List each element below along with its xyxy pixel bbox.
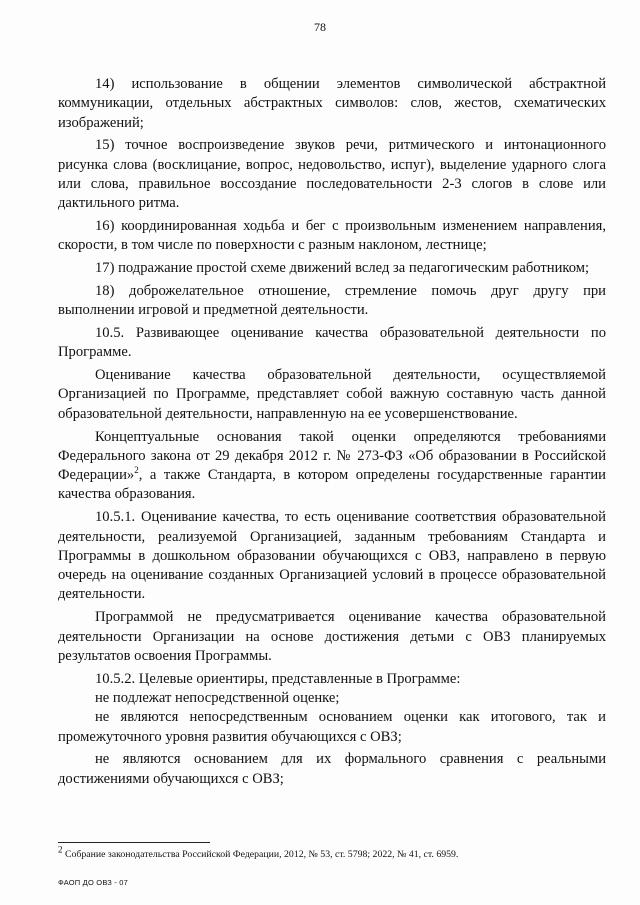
paragraph-conceptual-basis xyxy=(58,428,606,505)
document-code: ФАОП ДО ОВЗ - 07 xyxy=(58,878,129,887)
paragraph-assessment: Оценивание качества образовательной деятельности, осуществляемой Организацией по Программе, представляет собой важную составную часть данной образовательной деятельности, направленную на ее усовершенствование. xyxy=(58,367,606,422)
footnote-divider xyxy=(58,842,210,843)
list-item-not-basis-assessment: не являются непосредственным основанием оценки как итогового, так и промежуточного уровня развития обучающихся с ОВЗ; xyxy=(58,709,606,745)
paragraph-item-17: 17) подражание простой схеме движений вслед за педагогическим работником; xyxy=(95,260,590,277)
paragraph-item-16: 16) координированная ходьба и бег с произвольным изменением направления, скорости, в том числе по поверхности с разным наклоном, лестнице; xyxy=(58,218,606,254)
list-item-not-basis-comparison: не являются основанием для их формального сравнения с реальными достижениями обучающихся с ОВЗ; xyxy=(58,751,606,787)
footnote-reference: 2 xyxy=(134,465,139,476)
list-item-not-subject: не подлежат непосредственной оценке; xyxy=(95,689,340,706)
footnote-text: Собрание законодательства Российской Федерации, 2012, № 53, ст. 5798; 2022, № 41, ст. 6959. xyxy=(62,849,459,860)
paragraph-item-18: 18) доброжелательное отношение, стремление помочь друг другу при выполнении игровой и предметной деятельности. xyxy=(58,282,606,319)
section-heading-10-5: 10.5. Развивающее оценивание качества образовательной деятельности по Программе. xyxy=(58,325,606,361)
page-body xyxy=(58,75,606,792)
paragraph-conceptual-basis-tail: , а также Стандарта, в котором определены государственные гарантии качества образования. xyxy=(58,467,606,503)
paragraph-item-15: 15) точное воспроизведение звуков речи, ритмического и интонационного рисунка слова (восклицание, вопрос, недовольство, испуг), выделение ударного слога или слова, правильное воссоздание последовательности 2-3 слогов в слове или дактильного ритма. xyxy=(58,137,606,212)
section-10-5-1: 10.5.1. Оценивание качества, то есть оценивание соответствия образовательной деятельности, реализуемой Организацией, заданным требованиям Стандарта и Программы в дошкольном образовании обучающихся с ОВЗ, направлено в первую очередь на оценивание созданных Организацией условий в процессе образовательной деятельности. xyxy=(58,509,606,603)
footnote xyxy=(58,844,606,861)
paragraph-program-not-assess: Программой не предусматривается оценивание качества образовательной деятельности Организации на основе достижения детьми с ОВЗ планируемых результатов освоения Программы. xyxy=(58,609,606,664)
paragraph-item-14: 14) использование в общении элементов символической абстрактной коммуникации, отдельных абстрактных символов: слов, жестов, схематических изображений; xyxy=(58,76,606,131)
paragraph-conceptual-basis-text: Концептуальные основания такой оценки определяются требованиями Федерального закона от 29 декабря 2012 г. № 273-ФЗ «Об образовании в Российской Федерации» xyxy=(58,428,606,484)
page-number: 78 xyxy=(314,20,326,34)
footnote-mark: 2 xyxy=(58,844,63,855)
section-10-5-2: 10.5.2. Целевые ориентиры, представленные в Программе: xyxy=(95,670,461,687)
